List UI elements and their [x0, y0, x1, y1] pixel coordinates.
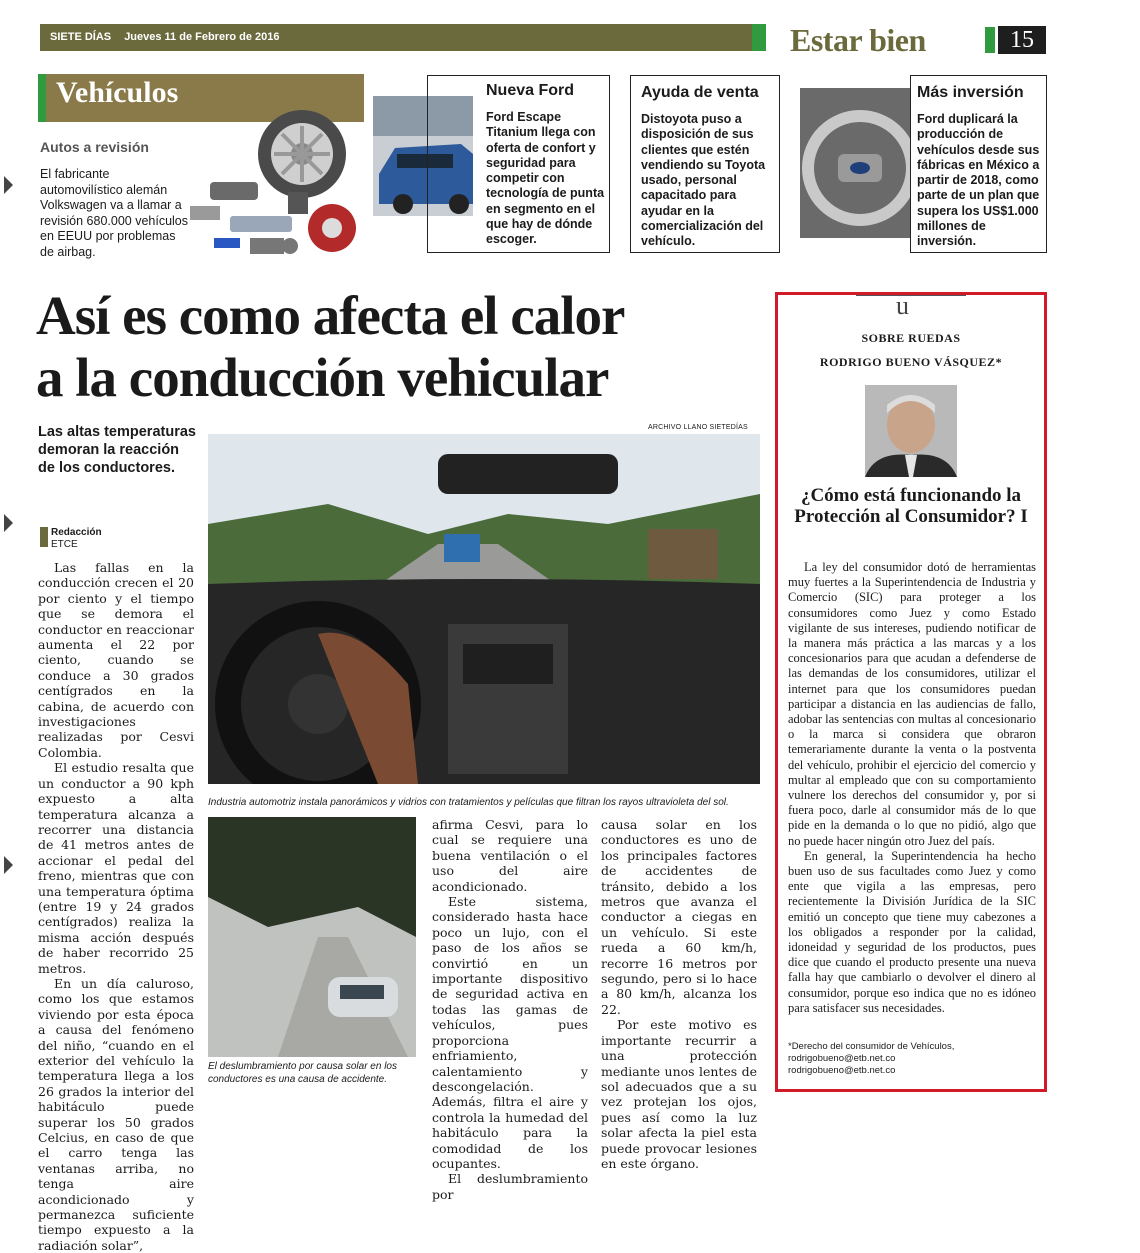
- article-lede: Las altas temperaturas demoran la reacción de los conductores.: [38, 424, 196, 476]
- article-paragraph: Las fallas en la conducción crecen el 20 por ciento y el tiempo que se demora el conductor en reaccionar aumenta el 22 por ciento, cuando se conduce a 30 grados centígrados en la cabina, de acuerdo con investigaciones realizadas por Cesvi Colombia.: [38, 560, 194, 760]
- byline: [40, 527, 102, 551]
- section-title: Estar bien: [790, 22, 926, 58]
- article-paragraph: causa solar en los conductores es uno de los principales factores de accidentes de tránsito, debido a los metros que avanza el conductor a ciegas en un vehículo. Si este rueda a 60 km/h, recorre 16 metros por segundo, pero si lo hace a 80 km/h, alcanza los 22.: [601, 817, 757, 1017]
- main-photo: [208, 434, 760, 784]
- headline-line-1: Así es como afecta el calor: [36, 285, 625, 346]
- article-paragraph: En un día caluroso, como los que estamos viviendo por esta época a causa del fenómeno del niño, “cuando en el exterior del vehículo la temperatura llega a los 26 grados la interior del habitáculo puede superar los 50 grados Celcius, en caso de que el carro tenga las ventanas arriba, no tenga aire acondicionado y permanezca suficiente tiempo expuesto a la radiación solar”,: [38, 975, 194, 1253]
- column-kicker: SOBRE RUEDAS: [861, 331, 961, 345]
- glare-photo: [208, 817, 416, 1057]
- column-paragraph: En general, la Superintendencia ha hecho buen uso de sus facultades como Juez y como ente que vigila a las empresas, pero recientemente la División Jurídica de la SIC emitió un concepto que tiene muy cabezones a los obligados a responder por la calidad, idoneidad y seguridad de los productos, pues dice que cuando el producto presente una nueva falla hay que cambiarlo o devolver el dinero al consumidor, porque eso indica que no es idóneo para satisfacer sus necesidades.: [788, 848, 1036, 1015]
- publication-name: SIETE DÍAS: [50, 31, 112, 43]
- article-paragraph: afirma Cesvi, para lo cual se requiere una buena ventilación o el uso del aire acondicionado.: [432, 817, 588, 894]
- news-body: Ford duplicará la producción de vehículos desde sus fábricas en México a partir de 2018, como parte de un plan que supera los US$1.000 millones de inversión.: [917, 112, 1040, 249]
- news-body: Distoyota puso a disposición de sus clientes que estén vendiendo su Toyota usado, personal capacitado para ayudar en la comercialización del vehículo.: [641, 112, 766, 249]
- news-title: Ayuda de venta: [641, 84, 759, 101]
- column-author: RODRIGO BUENO VÁSQUEZ*: [819, 355, 1003, 369]
- byline-agency: ETCE: [51, 539, 78, 550]
- article-column-1: [38, 560, 194, 1253]
- main-photo-caption: Industria automotriz instala panorámicos y vidrios con tratamientos y películas que filtran los rayos ultravioleta del sol.: [208, 797, 729, 808]
- autos-revision-title: Autos a revisión: [40, 139, 149, 155]
- byline-accent: [40, 527, 48, 547]
- autos-revision-body: El fabricante automovilístico alemán Volkswagen va a llamar a revisión 680.000 vehículos en EEUU por problemas de airbag.: [40, 167, 189, 259]
- article-column-3: [601, 817, 757, 1171]
- news-box-nueva-ford: [427, 75, 610, 253]
- vehiculos-banner-label: Vehículos: [56, 76, 179, 109]
- news-box-mas-inversion: [910, 75, 1047, 253]
- article-headline: [36, 285, 776, 409]
- news-title: Nueva Ford: [486, 82, 575, 99]
- news-box-ayuda-venta: [630, 75, 780, 253]
- photo-credit: ARCHIVO LLANO SIETEDÍAS: [648, 424, 748, 431]
- news-title: Más inversión: [917, 84, 1024, 101]
- page-number: 15: [998, 26, 1046, 54]
- margin-marker: [4, 514, 13, 532]
- header-bar: [40, 24, 766, 51]
- column-logo: u: [896, 291, 909, 320]
- article-column-2: [432, 817, 588, 1202]
- author-portrait: [865, 385, 957, 477]
- banner-accent: [38, 74, 46, 122]
- margin-marker: [4, 176, 13, 194]
- article-paragraph: El estudio resalta que un conductor a 90 kph expuesto a alta temperatura alcanza a recorrer una distancia de 41 metros antes de accionar el pedal del freno, mientras que con una temperatura óptima (entre 19 y 24 grados centígrados) realiza la misma acción después de haber recorrido 25 metros.: [38, 760, 194, 976]
- author-email: rodrigobueno@etb.net.co: [788, 1065, 896, 1076]
- steering-wheel-photo: [800, 88, 910, 238]
- article-paragraph: Este sistema, considerado hasta hace poco un lujo, con el paso de los años se convirtió en un importante dispositivo de seguridad activa en todas las gamas de vehículos, pues proporciona enfriamiento, calentamiento y descongelación. Además, filtra el aire y controla la humedad del habitáculo para la comodidad de los ocupantes.: [432, 894, 588, 1171]
- column-footnote: [788, 1041, 954, 1077]
- margin-marker: [4, 856, 13, 874]
- column-paragraph: La ley del consumidor dotó de herramientas muy fuertes a la Superintendencia de Industria y Comercio (SIC) para proteger a los consumidores como Juez y como Estado vigilante de sus intereses, pudiendo notificar de la manera más práctica a las marcas y a los concesionarios para que acudan a defenderse de las demandas de los consumidores, utilizar el internet para que los consumidores puedan participar a distancia en las audiencias de fallo, adobar las sentencias con multas al concesionario o la marca si considera que obraron temerariamente durante la venta o la postventa del vehículo, prohibir el ejercicio del comercio y multar al empleado que con su comportamiento vulnere los derechos del consumidor y, por si fuera poco, darle al consumidor más de lo que pide en la demanda o lo que no pidió, algo que no puede hacer ningún otro Juez del país.: [788, 560, 1036, 848]
- author-email: rodrigobueno@etb.net.co: [788, 1053, 896, 1064]
- issue-date: Jueves 11 de Febrero de 2016: [124, 31, 280, 43]
- header-accent: [752, 24, 766, 51]
- footnote-line: *Derecho del consumidor de Vehículos,: [788, 1041, 955, 1052]
- glare-photo-caption: El deslumbramiento por causa solar en los conductores es una causa de accidente.: [208, 1061, 397, 1085]
- column-body: [788, 560, 1036, 1016]
- opinion-column: [775, 292, 1047, 1092]
- news-body: Ford Escape Titanium llega con oferta de confort y seguridad para competir con tecnología de punta en segmento en el que hay de dónde escoger.: [486, 110, 605, 247]
- car-parts-image: [190, 96, 368, 264]
- logo-rule: [856, 295, 966, 296]
- column-title: ¿Cómo está funcionando la Protección al Consumidor? I: [794, 485, 1028, 527]
- page-number-accent: [985, 27, 995, 53]
- headline-line-2: a la conducción vehicular: [36, 347, 609, 408]
- byline-author: Redacción: [51, 527, 102, 538]
- article-paragraph: Por este motivo es importante recurrir a una protección mediante unos lentes de sol adecuados que a su vez protejan los ojos, pues así como la luz solar afecta la piel esta puede provocar lesiones en este órgano.: [601, 1017, 757, 1171]
- article-paragraph: El deslumbramiento por: [432, 1171, 588, 1202]
